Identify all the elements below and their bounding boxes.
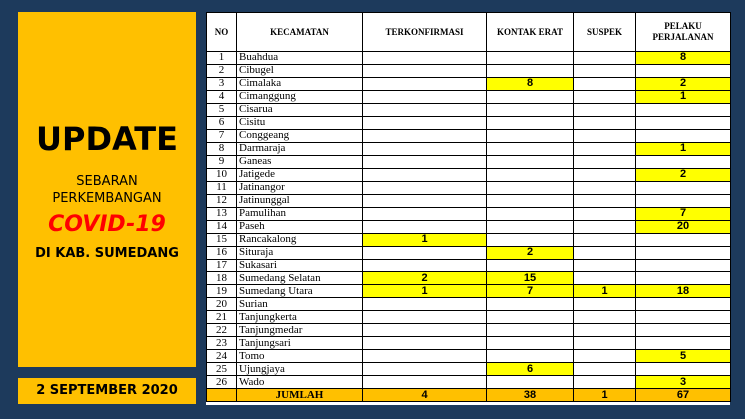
suspek-cell (574, 194, 636, 207)
no-cell: 8 (207, 142, 237, 155)
suspek-cell (574, 311, 636, 324)
terkonfirmasi-cell (363, 324, 487, 337)
terkonfirmasi-cell (363, 52, 487, 65)
update-title: UPDATE (36, 120, 178, 158)
suspek-cell (574, 142, 636, 155)
kecamatan-cell: Cimalaka (237, 77, 363, 90)
covid-table-container (206, 12, 730, 405)
kecamatan-cell: Tomo (237, 350, 363, 363)
terkonfirmasi-cell: 1 (363, 233, 487, 246)
suspek-cell (574, 116, 636, 129)
table-row (207, 155, 731, 168)
suspek-cell: 1 (574, 285, 636, 298)
table-row (207, 324, 731, 337)
kontak-erat-cell (487, 103, 574, 116)
table-row (207, 194, 731, 207)
no-cell: 2 (207, 64, 237, 77)
terkonfirmasi-cell (363, 64, 487, 77)
info-panel (18, 12, 196, 367)
suspek-cell (574, 103, 636, 116)
header-kecamatan: KECAMATAN (237, 13, 363, 52)
suspek-cell (574, 233, 636, 246)
suspek-cell (574, 207, 636, 220)
suspek-cell (574, 64, 636, 77)
total-pelaku-perjalanan: 67 (636, 389, 731, 402)
total-terkonfirmasi: 4 (363, 389, 487, 402)
suspek-cell (574, 77, 636, 90)
no-cell: 7 (207, 129, 237, 142)
terkonfirmasi-cell (363, 168, 487, 181)
suspek-cell (574, 246, 636, 259)
no-cell: 15 (207, 233, 237, 246)
pelaku-perjalanan-cell: 7 (636, 207, 731, 220)
terkonfirmasi-cell (363, 155, 487, 168)
total-no-cell (207, 389, 237, 402)
suspek-cell (574, 298, 636, 311)
table-row (207, 285, 731, 298)
pelaku-perjalanan-cell (636, 272, 731, 285)
kecamatan-cell: Jatinunggal (237, 194, 363, 207)
table-row (207, 142, 731, 155)
kontak-erat-cell (487, 90, 574, 103)
no-cell: 16 (207, 246, 237, 259)
table-row (207, 311, 731, 324)
kecamatan-cell: Ganeas (237, 155, 363, 168)
terkonfirmasi-cell (363, 337, 487, 350)
no-cell: 24 (207, 350, 237, 363)
kecamatan-cell: Cimanggung (237, 90, 363, 103)
suspek-cell (574, 52, 636, 65)
no-cell: 20 (207, 298, 237, 311)
kecamatan-cell: Tanjungsari (237, 337, 363, 350)
no-cell: 1 (207, 52, 237, 65)
table-row (207, 246, 731, 259)
table-row (207, 77, 731, 90)
pelaku-perjalanan-cell: 3 (636, 376, 731, 389)
pelaku-perjalanan-cell: 2 (636, 168, 731, 181)
kontak-erat-cell: 7 (487, 285, 574, 298)
pelaku-perjalanan-cell (636, 324, 731, 337)
suspek-cell (574, 259, 636, 272)
kecamatan-cell: Ujungjaya (237, 363, 363, 376)
terkonfirmasi-cell (363, 259, 487, 272)
pelaku-perjalanan-cell: 1 (636, 142, 731, 155)
kontak-erat-cell (487, 220, 574, 233)
kontak-erat-cell (487, 376, 574, 389)
kecamatan-cell: Tanjungmedar (237, 324, 363, 337)
kecamatan-cell: Darmaraja (237, 142, 363, 155)
pelaku-perjalanan-cell (636, 259, 731, 272)
total-kontak-erat: 38 (487, 389, 574, 402)
pelaku-perjalanan-cell (636, 155, 731, 168)
pelaku-perjalanan-cell (636, 311, 731, 324)
kontak-erat-cell (487, 207, 574, 220)
total-row (207, 389, 731, 402)
kecamatan-cell: Jatigede (237, 168, 363, 181)
suspek-cell (574, 168, 636, 181)
terkonfirmasi-cell (363, 181, 487, 194)
table-row (207, 103, 731, 116)
pelaku-perjalanan-cell (636, 103, 731, 116)
no-cell: 4 (207, 90, 237, 103)
kontak-erat-cell (487, 168, 574, 181)
pelaku-perjalanan-cell: 8 (636, 52, 731, 65)
total-label: JUMLAH (237, 389, 363, 402)
kontak-erat-cell (487, 116, 574, 129)
terkonfirmasi-cell (363, 363, 487, 376)
no-cell: 23 (207, 337, 237, 350)
pelaku-perjalanan-cell: 20 (636, 220, 731, 233)
suspek-cell (574, 376, 636, 389)
kontak-erat-cell (487, 311, 574, 324)
kecamatan-cell: Sumedang Utara (237, 285, 363, 298)
header-pelaku-perjalanan: PELAKU PERJALANAN (636, 13, 731, 52)
kontak-erat-cell (487, 181, 574, 194)
no-cell: 22 (207, 324, 237, 337)
kontak-erat-cell (487, 129, 574, 142)
no-cell: 10 (207, 168, 237, 181)
terkonfirmasi-cell (363, 90, 487, 103)
pelaku-perjalanan-cell (636, 298, 731, 311)
terkonfirmasi-cell (363, 298, 487, 311)
table-row (207, 181, 731, 194)
pelaku-perjalanan-cell (636, 194, 731, 207)
table-row (207, 337, 731, 350)
kontak-erat-cell (487, 350, 574, 363)
kecamatan-cell: Sumedang Selatan (237, 272, 363, 285)
pelaku-perjalanan-cell: 2 (636, 77, 731, 90)
kontak-erat-cell (487, 298, 574, 311)
no-cell: 14 (207, 220, 237, 233)
region-label: DI KAB. SUMEDANG (35, 246, 179, 261)
no-cell: 12 (207, 194, 237, 207)
kecamatan-cell: Cibugel (237, 64, 363, 77)
suspek-cell (574, 337, 636, 350)
kecamatan-cell: Cisarua (237, 103, 363, 116)
covid-table (206, 12, 731, 402)
suspek-cell (574, 350, 636, 363)
terkonfirmasi-cell: 2 (363, 272, 487, 285)
suspek-cell (574, 324, 636, 337)
pelaku-perjalanan-cell (636, 337, 731, 350)
table-row (207, 272, 731, 285)
kontak-erat-cell: 6 (487, 363, 574, 376)
terkonfirmasi-cell (363, 220, 487, 233)
table-header-row (207, 13, 731, 52)
kecamatan-cell: Buahdua (237, 52, 363, 65)
table-row (207, 64, 731, 77)
table-row (207, 168, 731, 181)
kontak-erat-cell (487, 155, 574, 168)
terkonfirmasi-cell (363, 194, 487, 207)
no-cell: 5 (207, 103, 237, 116)
pelaku-perjalanan-cell (636, 64, 731, 77)
table-row (207, 129, 731, 142)
kontak-erat-cell (487, 142, 574, 155)
pelaku-perjalanan-cell (636, 363, 731, 376)
pelaku-perjalanan-cell (636, 233, 731, 246)
terkonfirmasi-cell (363, 77, 487, 90)
terkonfirmasi-cell (363, 246, 487, 259)
kecamatan-cell: Sukasari (237, 259, 363, 272)
terkonfirmasi-cell (363, 311, 487, 324)
terkonfirmasi-cell (363, 116, 487, 129)
kecamatan-cell: Wado (237, 376, 363, 389)
table-row (207, 363, 731, 376)
no-cell: 21 (207, 311, 237, 324)
table-row (207, 233, 731, 246)
kontak-erat-cell (487, 52, 574, 65)
no-cell: 11 (207, 181, 237, 194)
kontak-erat-cell: 8 (487, 77, 574, 90)
table-row (207, 376, 731, 389)
terkonfirmasi-cell (363, 129, 487, 142)
suspek-cell (574, 220, 636, 233)
kontak-erat-cell (487, 259, 574, 272)
no-cell: 25 (207, 363, 237, 376)
table-row (207, 52, 731, 65)
kontak-erat-cell (487, 194, 574, 207)
kecamatan-cell: Cisitu (237, 116, 363, 129)
table-body (207, 52, 731, 389)
kontak-erat-cell (487, 233, 574, 246)
no-cell: 17 (207, 259, 237, 272)
kontak-erat-cell (487, 337, 574, 350)
kontak-erat-cell (487, 64, 574, 77)
kontak-erat-cell: 15 (487, 272, 574, 285)
no-cell: 13 (207, 207, 237, 220)
date-label: 2 SEPTEMBER 2020 (18, 378, 196, 404)
kecamatan-cell: Tanjungkerta (237, 311, 363, 324)
no-cell: 6 (207, 116, 237, 129)
kontak-erat-cell (487, 324, 574, 337)
kecamatan-cell: Conggeang (237, 129, 363, 142)
header-no: NO (207, 13, 237, 52)
covid-heading: COVID-19 (48, 212, 166, 237)
subtitle-line-2: PERKEMBANGAN (52, 191, 162, 206)
kecamatan-cell: Surian (237, 298, 363, 311)
kecamatan-cell: Rancakalong (237, 233, 363, 246)
subtitle-line-1: SEBARAN (76, 174, 138, 189)
table-row (207, 259, 731, 272)
terkonfirmasi-cell (363, 350, 487, 363)
table-row (207, 220, 731, 233)
no-cell: 26 (207, 376, 237, 389)
terkonfirmasi-cell (363, 376, 487, 389)
suspek-cell (574, 272, 636, 285)
kecamatan-cell: Jatinangor (237, 181, 363, 194)
pelaku-perjalanan-cell (636, 116, 731, 129)
suspek-cell (574, 363, 636, 376)
header-terkonfirmasi: TERKONFIRMASI (363, 13, 487, 52)
table-row (207, 298, 731, 311)
terkonfirmasi-cell: 1 (363, 285, 487, 298)
pelaku-perjalanan-cell: 1 (636, 90, 731, 103)
pelaku-perjalanan-cell (636, 181, 731, 194)
pelaku-perjalanan-cell (636, 246, 731, 259)
no-cell: 19 (207, 285, 237, 298)
terkonfirmasi-cell (363, 207, 487, 220)
table-row (207, 90, 731, 103)
total-suspek: 1 (574, 389, 636, 402)
kecamatan-cell: Pamulihan (237, 207, 363, 220)
terkonfirmasi-cell (363, 103, 487, 116)
suspek-cell (574, 155, 636, 168)
suspek-cell (574, 129, 636, 142)
no-cell: 18 (207, 272, 237, 285)
pelaku-perjalanan-cell: 5 (636, 350, 731, 363)
pelaku-perjalanan-cell: 18 (636, 285, 731, 298)
table-row (207, 207, 731, 220)
header-kontak-erat: KONTAK ERAT (487, 13, 574, 52)
table-row (207, 116, 731, 129)
kontak-erat-cell: 2 (487, 246, 574, 259)
suspek-cell (574, 90, 636, 103)
header-suspek: SUSPEK (574, 13, 636, 52)
terkonfirmasi-cell (363, 142, 487, 155)
kecamatan-cell: Paseh (237, 220, 363, 233)
no-cell: 9 (207, 155, 237, 168)
kecamatan-cell: Situraja (237, 246, 363, 259)
suspek-cell (574, 181, 636, 194)
no-cell: 3 (207, 77, 237, 90)
pelaku-perjalanan-cell (636, 129, 731, 142)
table-row (207, 350, 731, 363)
